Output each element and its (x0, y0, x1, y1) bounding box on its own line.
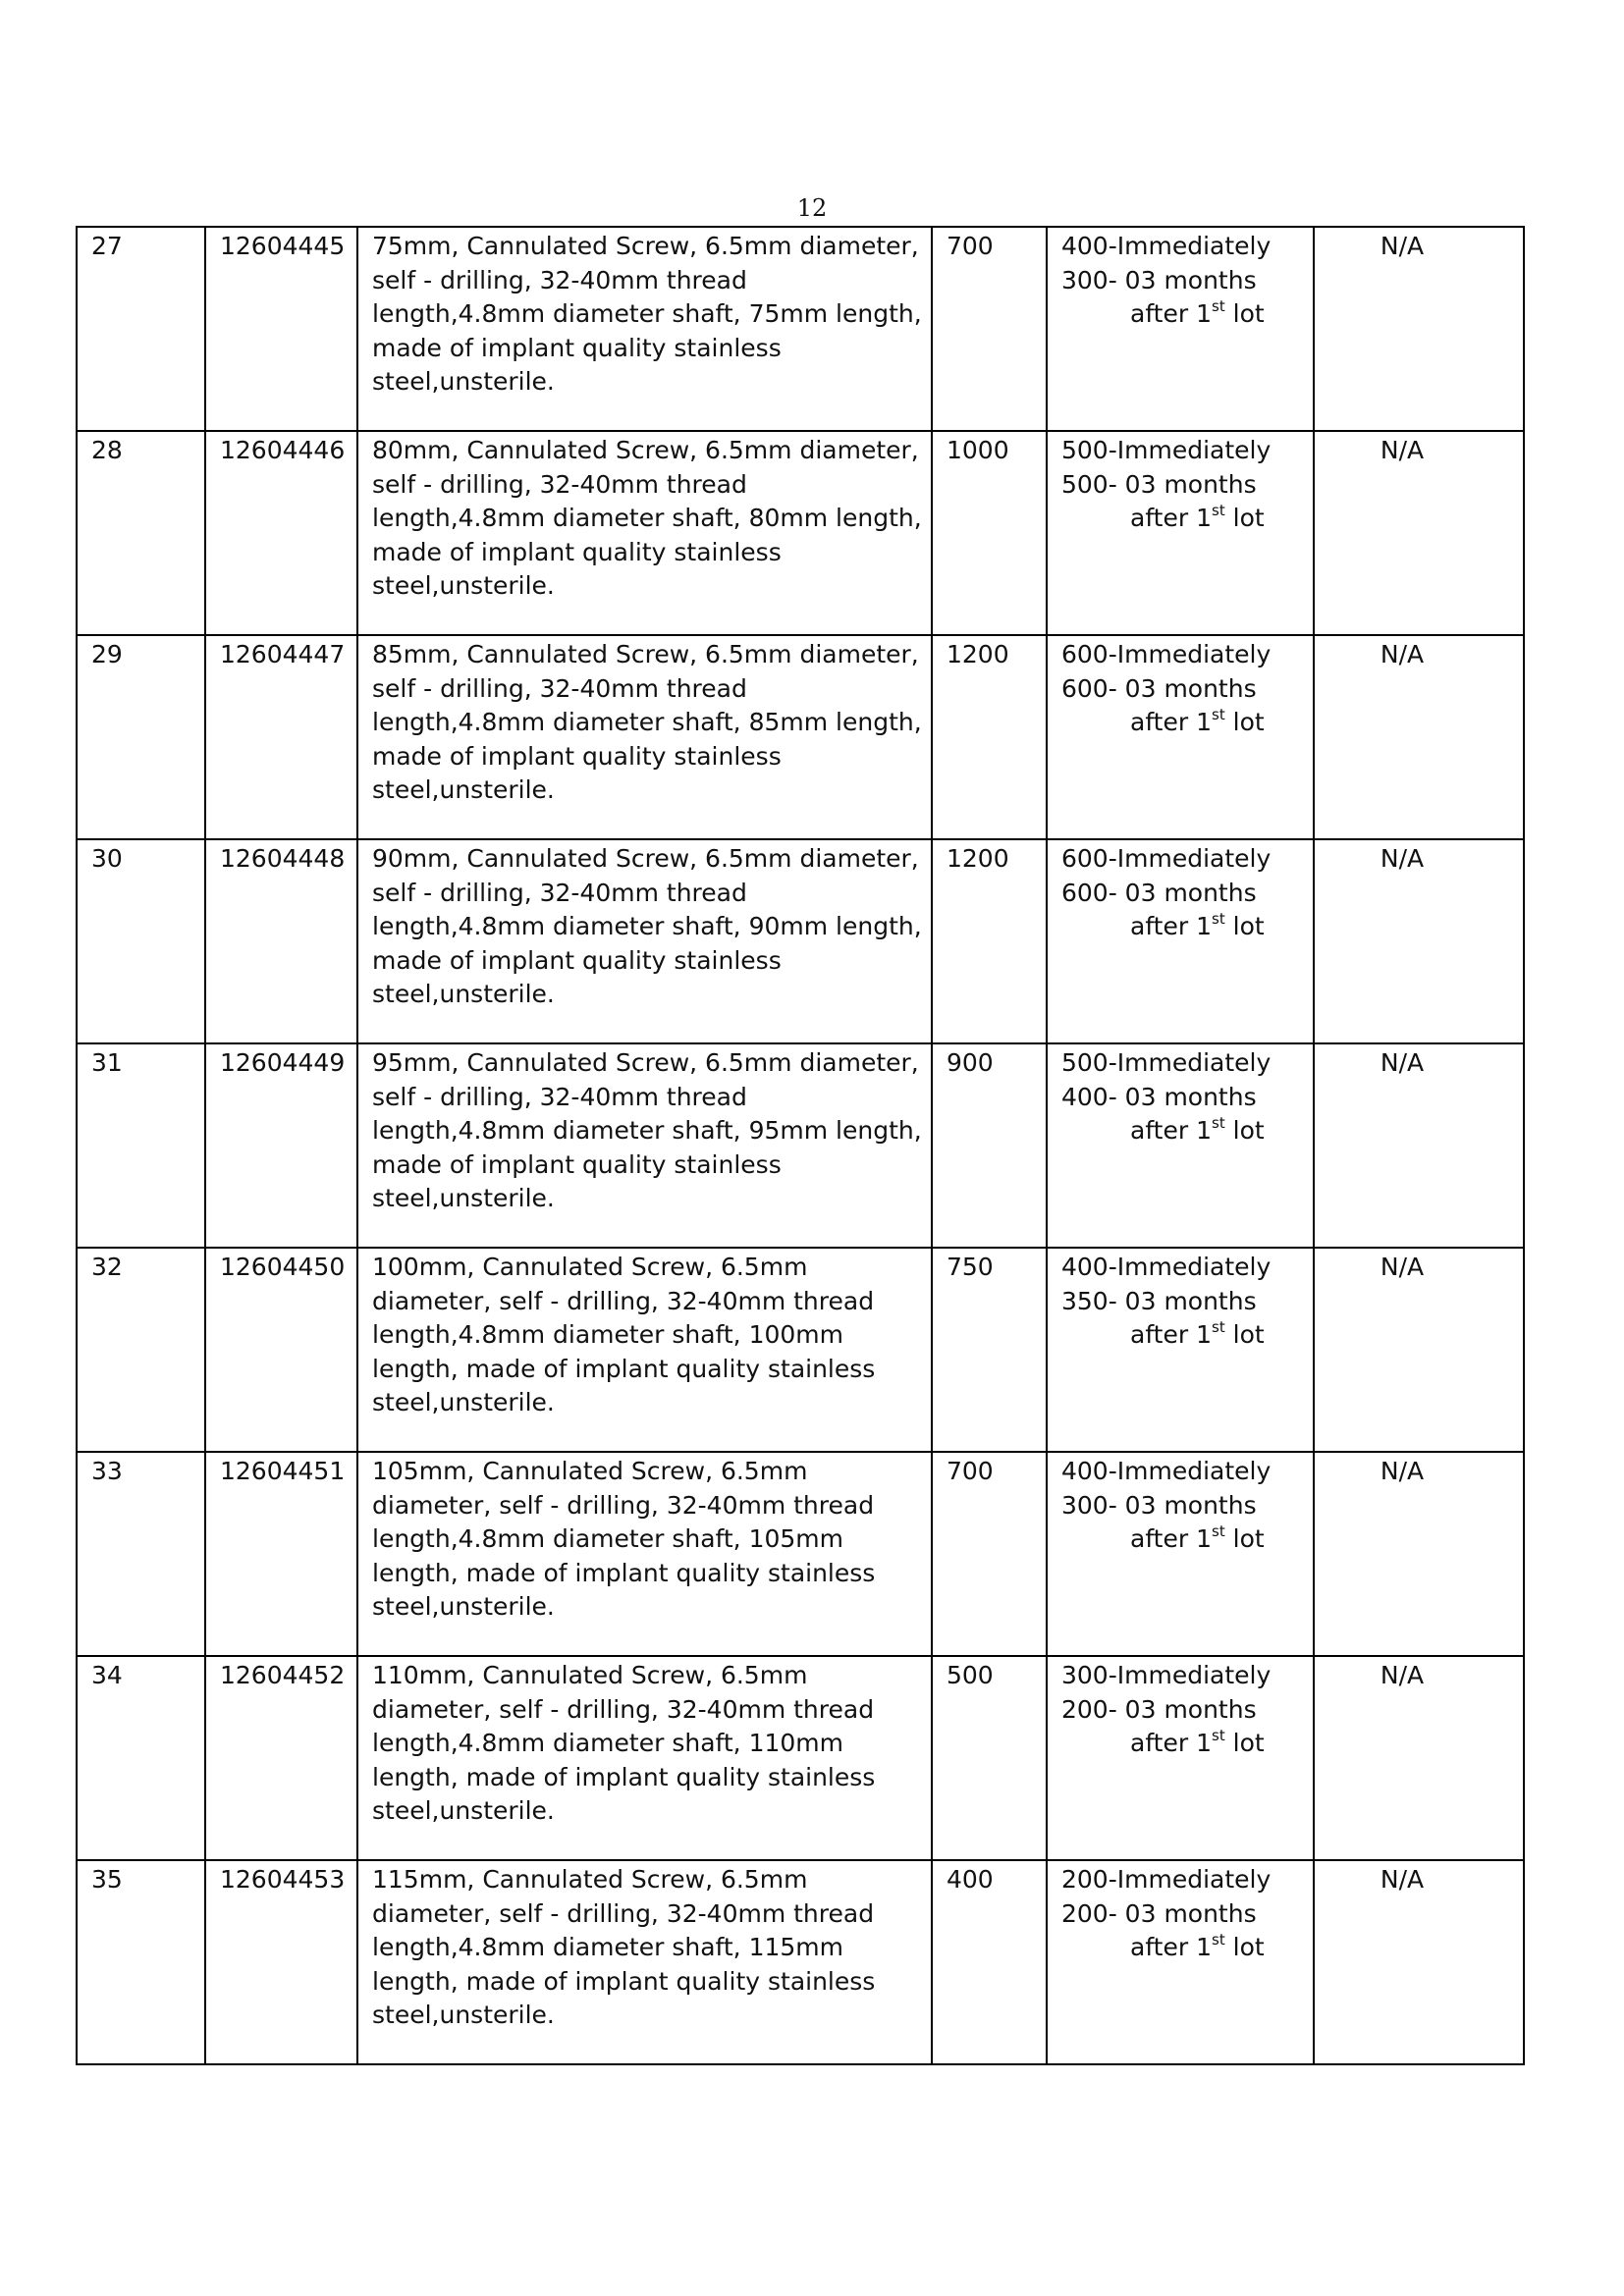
item-code: 12604445 (220, 232, 346, 260)
delivery-schedule (1061, 636, 1313, 740)
item-code: 12604452 (220, 1661, 346, 1689)
item-code: 12604450 (220, 1253, 346, 1281)
item-description-cell (357, 1043, 932, 1248)
table-row (77, 839, 1524, 1043)
item-code: 12604448 (220, 844, 346, 873)
item-description: 80mm, Cannulated Screw, 6.5mm diameter, self - drilling, 32-40mm thread length,4.8mm diameter shaft, 80mm length, made of implant quality stainless steel,unsterile. (372, 436, 922, 600)
schedule-ordinal-suffix: st (1212, 1113, 1225, 1132)
item-number: 33 (91, 1457, 123, 1485)
item-code-cell (205, 1452, 357, 1656)
item-number-cell (77, 1248, 205, 1452)
table-row (77, 1860, 1524, 2064)
item-quantity-cell (932, 1860, 1047, 2064)
item-quantity-cell (932, 1248, 1047, 1452)
item-code-cell (205, 431, 357, 635)
item-note: N/A (1380, 1457, 1425, 1485)
schedule-line-2: 200- 03 months (1061, 1694, 1257, 1724)
schedule-line-3 (1061, 502, 1313, 536)
item-number-cell (77, 635, 205, 839)
item-number-cell (77, 227, 205, 431)
delivery-schedule (1061, 1657, 1313, 1761)
schedule-line-3-tail: lot (1224, 1116, 1265, 1145)
delivery-schedule-cell (1047, 1043, 1314, 1248)
item-note-cell (1314, 1656, 1524, 1860)
schedule-line-2: 400- 03 months (1061, 1082, 1257, 1111)
schedule-line-3-text: after 1 (1130, 1320, 1212, 1349)
delivery-schedule-cell (1047, 1452, 1314, 1656)
schedule-line-3-tail: lot (1224, 504, 1265, 532)
schedule-line-1: 600-Immediately (1061, 640, 1272, 668)
schedule-line-1: 500-Immediately (1061, 1048, 1272, 1077)
table-row (77, 635, 1524, 839)
schedule-line-2: 350- 03 months (1061, 1286, 1257, 1315)
item-quantity: 700 (947, 1457, 994, 1485)
delivery-schedule-cell (1047, 1860, 1314, 2064)
schedule-line-3 (1061, 1114, 1313, 1148)
delivery-schedule-cell (1047, 1248, 1314, 1452)
item-code: 12604449 (220, 1048, 346, 1077)
item-quantity-cell (932, 839, 1047, 1043)
schedule-line-1: 500-Immediately (1061, 436, 1272, 464)
item-number-cell (77, 1043, 205, 1248)
schedule-line-3-text: after 1 (1130, 1524, 1212, 1553)
item-description-cell (357, 1860, 932, 2064)
item-number: 35 (91, 1865, 123, 1894)
item-note-cell (1314, 1248, 1524, 1452)
item-code-cell (205, 1860, 357, 2064)
item-code-cell (205, 1248, 357, 1452)
table-row (77, 1452, 1524, 1656)
item-code-cell (205, 1043, 357, 1248)
item-description-cell (357, 1452, 932, 1656)
schedule-line-2: 500- 03 months (1061, 469, 1257, 499)
item-description-cell (357, 635, 932, 839)
delivery-schedule-cell (1047, 431, 1314, 635)
schedule-line-3 (1061, 1727, 1313, 1761)
item-description: 105mm, Cannulated Screw, 6.5mm diameter, self - drilling, 32-40mm thread length,4.8mm diameter shaft, 105mm length, made of implant quality stainless steel,unsterile. (372, 1457, 876, 1621)
item-number: 27 (91, 232, 123, 260)
schedule-line-3-tail: lot (1224, 708, 1265, 736)
item-note-cell (1314, 1452, 1524, 1656)
schedule-ordinal-suffix: st (1212, 705, 1225, 723)
item-quantity-cell (932, 635, 1047, 839)
delivery-schedule (1061, 432, 1313, 536)
schedule-line-1: 400-Immediately (1061, 1253, 1272, 1281)
schedule-line-3-tail: lot (1224, 1933, 1265, 1961)
schedule-ordinal-suffix: st (1212, 909, 1225, 928)
item-note-cell (1314, 839, 1524, 1043)
item-quantity: 700 (947, 232, 994, 260)
item-number: 34 (91, 1661, 123, 1689)
schedule-line-3-tail: lot (1224, 1320, 1265, 1349)
item-quantity: 1200 (947, 844, 1009, 873)
schedule-line-3-text: after 1 (1130, 504, 1212, 532)
schedule-line-2: 200- 03 months (1061, 1898, 1257, 1928)
items-table (76, 226, 1525, 2065)
item-note-cell (1314, 1860, 1524, 2064)
table-row (77, 227, 1524, 431)
schedule-line-1: 400-Immediately (1061, 1457, 1272, 1485)
delivery-schedule-cell (1047, 839, 1314, 1043)
item-quantity: 500 (947, 1661, 994, 1689)
item-note: N/A (1380, 436, 1425, 464)
delivery-schedule-cell (1047, 227, 1314, 431)
item-number: 32 (91, 1253, 123, 1281)
schedule-line-3 (1061, 297, 1313, 332)
item-note-cell (1314, 1043, 1524, 1248)
delivery-schedule (1061, 1044, 1313, 1148)
item-code: 12604451 (220, 1457, 346, 1485)
item-code: 12604453 (220, 1865, 346, 1894)
schedule-line-3-text: after 1 (1130, 1116, 1212, 1145)
item-description: 95mm, Cannulated Screw, 6.5mm diameter, self - drilling, 32-40mm thread length,4.8mm diameter shaft, 95mm length, made of implant quality stainless steel,unsterile. (372, 1048, 922, 1212)
item-note-cell (1314, 227, 1524, 431)
schedule-line-3-text: after 1 (1130, 708, 1212, 736)
item-note: N/A (1380, 1865, 1425, 1894)
item-description: 75mm, Cannulated Screw, 6.5mm diameter, self - drilling, 32-40mm thread length,4.8mm diameter shaft, 75mm length, made of implant quality stainless steel,unsterile. (372, 232, 922, 396)
schedule-line-3-tail: lot (1224, 912, 1265, 940)
table-row (77, 1248, 1524, 1452)
items-table-body (77, 227, 1524, 2064)
item-note: N/A (1380, 1661, 1425, 1689)
item-number-cell (77, 431, 205, 635)
item-description-cell (357, 1656, 932, 1860)
schedule-line-2: 300- 03 months (1061, 265, 1257, 294)
item-description: 100mm, Cannulated Screw, 6.5mm diameter, self - drilling, 32-40mm thread length,4.8mm diameter shaft, 100mm length, made of implant quality stainless steel,unsterile. (372, 1253, 876, 1416)
schedule-line-1: 200-Immediately (1061, 1865, 1272, 1894)
schedule-line-2: 600- 03 months (1061, 673, 1257, 703)
schedule-ordinal-suffix: st (1212, 1726, 1225, 1744)
item-code-cell (205, 839, 357, 1043)
page-number: 12 (796, 194, 828, 222)
item-quantity: 900 (947, 1048, 994, 1077)
schedule-line-3-tail: lot (1224, 1729, 1265, 1757)
item-description: 110mm, Cannulated Screw, 6.5mm diameter, self - drilling, 32-40mm thread length,4.8mm diameter shaft, 110mm length, made of implant quality stainless steel,unsterile. (372, 1661, 876, 1825)
item-description-cell (357, 1248, 932, 1452)
table-row (77, 1043, 1524, 1248)
table-row (77, 431, 1524, 635)
schedule-ordinal-suffix: st (1212, 1930, 1225, 1949)
item-note: N/A (1380, 640, 1425, 668)
item-code-cell (205, 227, 357, 431)
schedule-line-3 (1061, 1931, 1313, 1965)
delivery-schedule-cell (1047, 1656, 1314, 1860)
schedule-line-1: 600-Immediately (1061, 844, 1272, 873)
schedule-line-1: 400-Immediately (1061, 232, 1272, 260)
item-number-cell (77, 1656, 205, 1860)
schedule-line-3 (1061, 1522, 1313, 1557)
item-number-cell (77, 839, 205, 1043)
item-number: 31 (91, 1048, 123, 1077)
item-description-cell (357, 431, 932, 635)
schedule-ordinal-suffix: st (1212, 296, 1225, 315)
item-code: 12604446 (220, 436, 346, 464)
schedule-line-3 (1061, 910, 1313, 944)
item-number: 30 (91, 844, 123, 873)
schedule-ordinal-suffix: st (1212, 1317, 1225, 1336)
delivery-schedule-cell (1047, 635, 1314, 839)
schedule-line-3 (1061, 706, 1313, 740)
schedule-line-3-tail: lot (1224, 299, 1265, 328)
item-description: 115mm, Cannulated Screw, 6.5mm diameter, self - drilling, 32-40mm thread length,4.8mm diameter shaft, 115mm length, made of implant quality stainless steel,unsterile. (372, 1865, 876, 2029)
item-description-cell (357, 227, 932, 431)
schedule-line-3-text: after 1 (1130, 299, 1212, 328)
schedule-line-3 (1061, 1318, 1313, 1353)
item-quantity-cell (932, 1043, 1047, 1248)
item-number-cell (77, 1452, 205, 1656)
item-quantity: 1000 (947, 436, 1009, 464)
item-quantity: 750 (947, 1253, 994, 1281)
item-quantity-cell (932, 1656, 1047, 1860)
item-note: N/A (1380, 1253, 1425, 1281)
schedule-line-1: 300-Immediately (1061, 1661, 1272, 1689)
schedule-line-3-tail: lot (1224, 1524, 1265, 1553)
table-row (77, 1656, 1524, 1860)
schedule-line-2: 600- 03 months (1061, 878, 1257, 907)
schedule-line-2: 300- 03 months (1061, 1490, 1257, 1520)
item-quantity: 400 (947, 1865, 994, 1894)
delivery-schedule (1061, 1249, 1313, 1353)
schedule-line-3-text: after 1 (1130, 1729, 1212, 1757)
item-number-cell (77, 1860, 205, 2064)
item-quantity-cell (932, 431, 1047, 635)
item-number: 28 (91, 436, 123, 464)
item-quantity-cell (932, 227, 1047, 431)
schedule-ordinal-suffix: st (1212, 1522, 1225, 1540)
schedule-line-3-text: after 1 (1130, 1933, 1212, 1961)
item-note: N/A (1380, 844, 1425, 873)
item-note: N/A (1380, 1048, 1425, 1077)
item-quantity-cell (932, 1452, 1047, 1656)
delivery-schedule (1061, 1453, 1313, 1557)
item-quantity: 1200 (947, 640, 1009, 668)
item-code-cell (205, 635, 357, 839)
delivery-schedule (1061, 840, 1313, 944)
schedule-ordinal-suffix: st (1212, 501, 1225, 519)
item-note-cell (1314, 635, 1524, 839)
item-description: 90mm, Cannulated Screw, 6.5mm diameter, self - drilling, 32-40mm thread length,4.8mm diameter shaft, 90mm length, made of implant quality stainless steel,unsterile. (372, 844, 922, 1008)
item-note-cell (1314, 431, 1524, 635)
item-code-cell (205, 1656, 357, 1860)
item-number: 29 (91, 640, 123, 668)
item-note: N/A (1380, 232, 1425, 260)
item-code: 12604447 (220, 640, 346, 668)
schedule-line-3-text: after 1 (1130, 912, 1212, 940)
delivery-schedule (1061, 1861, 1313, 1965)
item-description: 85mm, Cannulated Screw, 6.5mm diameter, self - drilling, 32-40mm thread length,4.8mm diameter shaft, 85mm length, made of implant quality stainless steel,unsterile. (372, 640, 922, 804)
delivery-schedule (1061, 228, 1313, 332)
item-description-cell (357, 839, 932, 1043)
